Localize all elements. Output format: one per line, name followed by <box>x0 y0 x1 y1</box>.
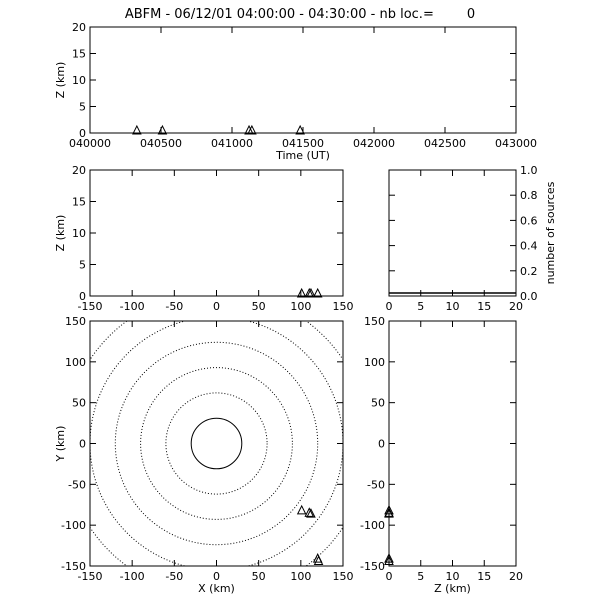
x-tick-label: 042000 <box>353 137 395 150</box>
plan-view-frame <box>90 321 343 566</box>
plan-view-panel <box>54 292 368 596</box>
y-tick-label: 20 <box>72 164 86 177</box>
figure-title: ABFM - 06/12/01 04:00:00 - 04:30:00 - nb loc.= 0 <box>124 7 476 22</box>
x-height-frame <box>90 170 343 296</box>
y-tick-label: 15 <box>72 195 86 209</box>
x-axis-label: Z (km) <box>434 582 471 595</box>
y-tick-label: 0.0 <box>520 290 538 303</box>
x-tick-label: 20 <box>509 300 523 313</box>
x-tick-label: 5 <box>417 300 425 313</box>
y-tick-label: 0.8 <box>520 189 538 203</box>
x-tick-label: 042500 <box>424 137 466 150</box>
x-tick-label: 0 <box>213 570 220 583</box>
y-tick-label: 50 <box>72 396 86 410</box>
y-tick-label: 5 <box>79 258 86 272</box>
triangle-marker-0 <box>298 506 306 514</box>
y-tick-label: 50 <box>371 396 385 410</box>
x-tick-label: 10 <box>445 300 460 313</box>
y-tick-label: -150 <box>61 560 86 573</box>
range-ring-150km <box>90 317 343 570</box>
y-axis-label: Z (km) <box>54 61 67 99</box>
range-ring-180km <box>65 292 369 596</box>
range-ring-30km <box>191 418 242 469</box>
x-tick-label: 0 <box>385 570 393 583</box>
x-tick-label: -100 <box>119 570 145 583</box>
y-tick-label: 0.6 <box>520 214 538 228</box>
y-tick-label: 150 <box>364 315 385 328</box>
y-tick-label: 150 <box>65 315 86 328</box>
y-tick-label: 0 <box>79 290 86 303</box>
y-tick-label: 100 <box>364 355 385 369</box>
x-tick-label: 040000 <box>69 137 111 150</box>
x-tick-label: 50 <box>251 300 266 313</box>
y-axis-label: number of sources <box>544 181 557 285</box>
y-tick-label: 0 <box>79 127 86 140</box>
x-tick-label: -150 <box>77 300 103 313</box>
range-ring-60km <box>166 393 267 494</box>
panels <box>54 21 557 595</box>
x-tick-label: 5 <box>417 570 425 583</box>
x-tick-label: -50 <box>165 300 184 313</box>
x-tick-label: -100 <box>119 300 145 313</box>
y-tick-label: -150 <box>360 560 385 573</box>
height-histogram-panel <box>386 164 558 313</box>
y-tick-label: 100 <box>65 355 86 369</box>
y-tick-label: 1.0 <box>520 164 538 177</box>
x-tick-label: 0 <box>213 300 220 313</box>
y-tick-label: 20 <box>72 21 86 34</box>
y-axis-label: Y (km) <box>54 425 67 462</box>
x-tick-label: 15 <box>477 570 492 583</box>
x-tick-label: 041500 <box>282 137 324 150</box>
y-axis-label: Z (km) <box>54 214 67 252</box>
x-tick-label: 10 <box>445 570 460 583</box>
time-height-frame <box>90 27 516 133</box>
x-tick-label: -50 <box>165 570 184 583</box>
x-tick-label: 15 <box>477 300 492 313</box>
y-tick-label: -50 <box>68 478 86 492</box>
x-tick-label: 150 <box>332 300 354 313</box>
x-tick-label: 040500 <box>140 137 182 150</box>
height-histogram-frame <box>389 170 516 296</box>
x-axis-label: X (km) <box>198 582 235 595</box>
y-tick-label: 10 <box>72 74 86 87</box>
x-tick-label: 100 <box>290 570 312 583</box>
x-tick-label: 043000 <box>495 137 537 150</box>
x-tick-label: 20 <box>509 570 523 583</box>
y-tick-label: 0.2 <box>520 264 538 278</box>
height-y-panel <box>360 315 523 595</box>
y-tick-label: -100 <box>360 519 385 533</box>
time-height-panel <box>54 21 537 162</box>
x-tick-label: -150 <box>77 570 103 583</box>
range-ring-120km <box>115 342 317 544</box>
y-tick-label: 5 <box>79 100 86 114</box>
y-tick-label: -100 <box>61 519 86 533</box>
range-ring-90km <box>141 368 293 520</box>
x-tick-label: 150 <box>332 570 354 583</box>
y-tick-label: -50 <box>367 478 385 492</box>
x-tick-label: 041000 <box>211 137 253 150</box>
x-axis-label: Time (UT) <box>276 149 330 162</box>
range-rings <box>65 292 369 596</box>
x-height-panel <box>54 164 354 313</box>
y-tick-label: 0 <box>79 437 86 451</box>
y-tick-label: 15 <box>72 47 86 61</box>
x-tick-label: 50 <box>251 570 266 583</box>
y-tick-label: 10 <box>72 227 86 240</box>
x-tick-label: 100 <box>290 300 312 313</box>
height-y-frame <box>389 321 516 566</box>
y-tick-label: 0.4 <box>520 239 538 253</box>
y-tick-label: 0 <box>378 437 385 451</box>
x-tick-label: 0 <box>385 300 393 313</box>
